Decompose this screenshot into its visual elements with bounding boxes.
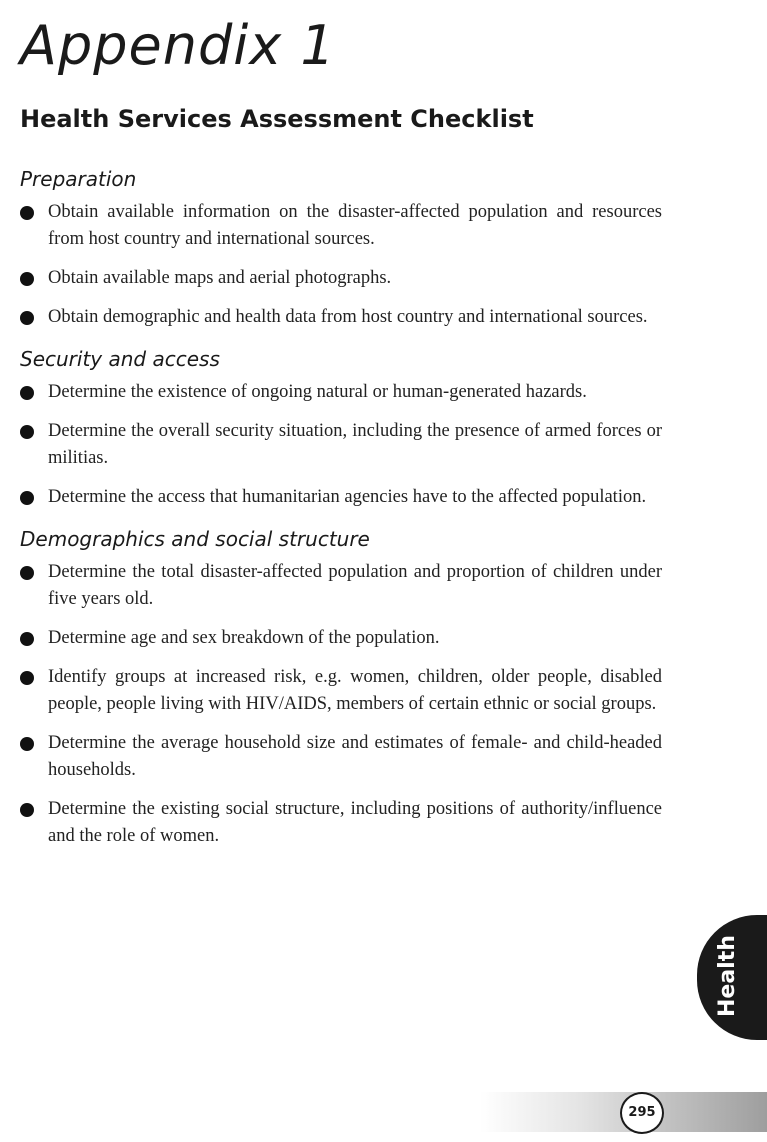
appendix-title: Appendix 1 [20,14,336,77]
list-item-text: Determine the average household size and estimates of female- and child-headed households. [48,733,662,780]
list-item [20,199,662,253]
page-number: 295 [620,1092,664,1134]
list-item-text: Obtain demographic and health data from host country and international sources. [48,307,648,327]
checklist-title: Health Services Assessment Checklist [20,105,534,133]
list-item-text: Determine age and sex breakdown of the population. [48,628,440,648]
bullet-icon [20,803,34,817]
list-item [20,730,662,784]
list-item-text: Obtain available maps and aerial photographs. [48,268,392,288]
bullet-icon [20,566,34,580]
list-item [20,664,662,718]
section-preparation [20,165,662,331]
bullet-icon [20,737,34,751]
bullet-icon [20,386,34,400]
bullet-icon [20,425,34,439]
section-heading: Preparation [20,167,137,191]
list-item [20,625,662,652]
list-item-text: Obtain available information on the disaster-affected population and resources from host country and international sources. [48,202,662,249]
bullet-icon [20,206,34,220]
list-item-text: Determine the access that humanitarian agencies have to the affected population. [48,487,647,507]
bullet-icon [20,671,34,685]
section-security-and-access [20,345,662,511]
list-item [20,559,662,613]
chapter-tab [697,915,767,1040]
checklist-content [20,165,662,864]
list-item-text: Determine the existing social structure, including positions of authority/influence and the role of women. [48,799,662,846]
section-demographics-and-social-structure [20,525,662,850]
list-item [20,304,662,331]
list-item [20,484,662,511]
chapter-tab-label: Health [715,935,740,1017]
list-item-text: Determine the overall security situation, including the presence of armed forces or militias. [48,421,662,468]
list-item [20,265,662,292]
section-heading: Demographics and social structure [20,527,370,551]
list-item [20,379,662,406]
bullet-icon [20,632,34,646]
section-heading: Security and access [20,347,220,371]
list-item [20,418,662,472]
bullet-icon [20,491,34,505]
list-item-text: Determine the existence of ongoing natural or human-generated hazards. [48,382,587,402]
bullet-icon [20,311,34,325]
list-item [20,796,662,850]
bullet-icon [20,272,34,286]
list-item-text: Identify groups at increased risk, e.g. women, children, older people, disabled people, people living with HIV/AIDS, members of certain ethnic or social groups. [48,667,662,714]
list-item-text: Determine the total disaster-affected population and proportion of children under five years old. [48,562,662,609]
